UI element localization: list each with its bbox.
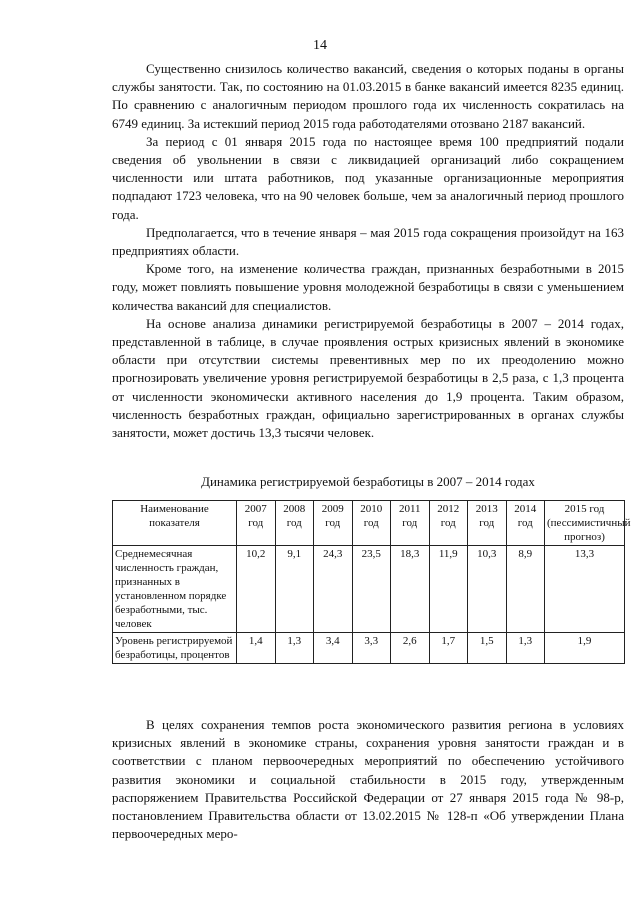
table-cell: 18,3 xyxy=(391,546,430,633)
header-year: 2009 год xyxy=(314,501,353,546)
paragraph: Предполагается, что в течение января – мая 2015 года сокращения произойдут на 163 предприятиях области. xyxy=(112,224,624,259)
table-cell: 3,3 xyxy=(352,633,391,664)
paragraph: На основе анализа динамики регистрируемой безработицы в 2007 – 2014 годах, представленной в таблице, в случае проявления острых кризисных явлений в экономике области при отсутствии системы превентивных мер по их преодолению можно прогнозировать увеличение уровня регистрируемой безработицы в 2,5 раза, с 1,3 процента от численности экономически активного населения до 1,9 процента. Таким образом, численность безработных граждан, официально зарегистрированных в органах службы занятости, может достичь 13,3 тысячи человек. xyxy=(112,315,624,441)
unemployment-table xyxy=(112,500,631,664)
table-cell: 11,9 xyxy=(429,546,468,633)
table-cell-forecast: 1,9 xyxy=(545,633,625,664)
table-row xyxy=(113,546,625,633)
table-title: Динамика регистрируемой безработицы в 2007 – 2014 годах xyxy=(201,474,535,489)
header-year: 2011 год xyxy=(391,501,430,546)
table-cell: 1,7 xyxy=(429,633,468,664)
paragraph: Кроме того, на изменение количества граждан, признанных безработными в 2015 году, может повлиять повышение уровня молодежной безработицы в связи с уменьшением количества вакансий для специалистов. xyxy=(112,261,624,313)
table-header-row xyxy=(113,501,625,546)
table-cell: 10,2 xyxy=(237,546,276,633)
paragraph: За период с 01 января 2015 года по настоящее время 100 предприятий подали сведения об увольнении в связи с ликвидацией организаций либо сокращением численности или штата работников, под указанные организационные мероприятия подпадают 1723 человека, что на 90 человек больше, чем за аналогичный период прошлого года. xyxy=(112,133,624,222)
table-cell: 23,5 xyxy=(352,546,391,633)
row-label: Среднемесячная численность граждан, признанных в установленном порядке безработными, тыс. человек xyxy=(113,546,237,633)
table-cell: 1,3 xyxy=(275,633,314,664)
table-cell: 8,9 xyxy=(506,546,545,633)
header-year: 2012 год xyxy=(429,501,468,546)
header-indicator-name: Наименование показателя xyxy=(113,501,237,546)
table-cell: 1,4 xyxy=(237,633,276,664)
table-cell-forecast: 13,3 xyxy=(545,546,625,633)
page-number: 14 xyxy=(313,38,327,53)
body-text-bottom xyxy=(112,716,624,843)
header-year: 2007 год xyxy=(237,501,276,546)
header-year: 2014 год xyxy=(506,501,545,546)
table-cell: 10,3 xyxy=(468,546,507,633)
table-row xyxy=(113,633,625,664)
table-cell: 24,3 xyxy=(314,546,353,633)
header-year: 2010 год xyxy=(352,501,391,546)
header-year: 2013 год xyxy=(468,501,507,546)
header-year: 2008 год xyxy=(275,501,314,546)
body-text-top xyxy=(112,60,624,442)
table-cell: 1,3 xyxy=(506,633,545,664)
table-cell: 9,1 xyxy=(275,546,314,633)
table-cell: 1,5 xyxy=(468,633,507,664)
table-cell: 3,4 xyxy=(314,633,353,664)
row-label: Уровень регистрируемой безработицы, процентов xyxy=(113,633,237,664)
paragraph: Существенно снизилось количество вакансий, сведения о которых поданы в органы службы занятости. Так, по состоянию на 01.03.2015 в банке вакансий имеется 8235 единиц. По сравнению с аналогичным периодом прошлого года их численность сократилась на 6749 единиц. За истекший период 2015 года работодателями отозвано 2187 вакансий. xyxy=(112,61,624,131)
paragraph: В целях сохранения темпов роста экономического развития региона в условиях кризисных явлений в экономике страны, сохранения уровня занятости граждан и в соответствии с планом первоочередных мероприятий по обеспечению устойчивого развития экономики и социальной стабильности в 2015 году, утвержденным распоряжением Правительства Российской Федерации от 27 января 2015 года № 98-р, постановлением Правительства области от 13.02.2015 № 128-п «Об утверждении Плана первоочередных меро- xyxy=(112,717,624,842)
header-forecast: 2015 год (пессимистичный прогноз) xyxy=(545,501,625,546)
table-cell: 2,6 xyxy=(391,633,430,664)
